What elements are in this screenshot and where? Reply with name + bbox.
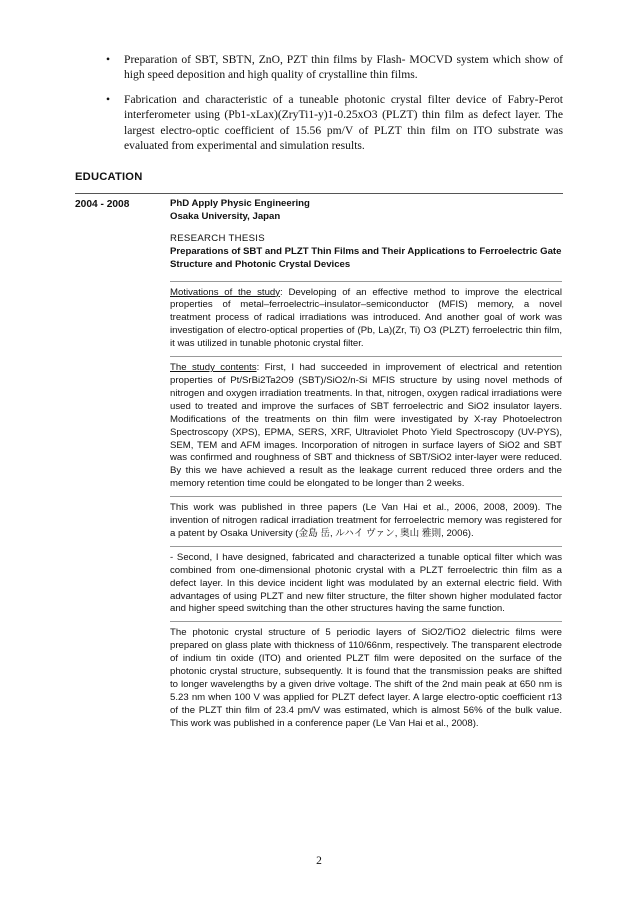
thesis-title: Preparations of SBT and PLZT Thin Films and Their Applications to Ferroelectric Gate Structure and Photonic Crystal Devices xyxy=(170,245,562,270)
bullet-text: Fabrication and characteristic of a tuneable photonic crystal filter device of Fabry-Perot interferometer using (Pb1-xLax)(ZryTi1-y)1-0.25xO3 (PLZT) thin film as defect layer. The largest electro-optic coefficient of 15.56 pm/V of PLZT thin film on ITO substrate was evaluated from experimental and simulation results. xyxy=(124,92,563,153)
degree: PhD Apply Physic Engineering xyxy=(170,198,310,209)
bullet-text: Preparation of SBT, SBTN, ZnO, PZT thin films by Flash- MOCVD system which show of high speed deposition and high quality of crystalline thin films. xyxy=(124,53,563,82)
bullet-icon: • xyxy=(106,92,111,106)
divider xyxy=(170,621,562,622)
divider xyxy=(170,356,562,357)
second-paragraph: - Second, I have designed, fabricated and characterized a tunable optical filter which was combined from one-dimensional photonic crystal with a PLZT ferroelectric thin film as a defect layer. In this device incident light was modulated by an external electric field. With advantages of using PLZT and new filter structure, the filter shown higher modulated factor and higher speed switching than the other structures having the same function. xyxy=(170,551,562,615)
published-paragraph: This work was published in three papers (Le Van Hai et al., 2006, 2008, 2009). The invention of nitrogen radical irradiation treatment for ferroelectric memory was registered for a patent by Osaka University (金島 岳, ルハイ ヴァン, 奥山 雅則, 2006). xyxy=(170,502,562,539)
divider xyxy=(170,496,562,497)
divider xyxy=(170,281,562,282)
education-heading: EDUCATION xyxy=(75,171,143,183)
contents-paragraph xyxy=(170,362,562,491)
section-divider xyxy=(75,193,563,194)
motivation-label: Motivations of the study xyxy=(170,286,281,298)
motivation-text: : Developing of an effective method to improve the electrical properties of metal–ferroelectric–insulator–semiconductor (MFIS) memory, a novel treatment process of radical irradiations was introduced. And another goal of work was investigation of electro-optical properties of (Pb, La)(Zr, Ti) O3 (PLZT) ferroelectric thin film, it was utilized in tunable photonic crystal filter. xyxy=(170,286,562,350)
list-item xyxy=(96,52,563,83)
list-item xyxy=(96,92,563,154)
contents-text: : First, I had succeeded in improvement of electrical and retention properties of Pt/SrBi2Ta2O9 (SBT)/SiO2/n-Si MFIS structure by using novel methods of nitrogen and oxygen irradiation treatments. In that, nitrogen, oxygen radical irradiations were used to treated and improve the surfaces of SBT ferroelectric and SiO2 insulator layers. Modifications of the treatments on thin film were investigated by X-ray Photoelectron Spectroscopy (XPS), EPMA, SERS, XRF, Ultraviolet Photo Yield Spectroscopy (UV-PYS), SEM, TEM and AFM images. Incorporation of nitrogen in surface layers of SiO2 and SBT was confirmed and roughness of SBT and thickness of SBT/SiO2 inter-layer were reduced. By this we have achieved a result as the leakage current reduced three orders and the memory retention time could be elongated to be longer than 2 weeks. xyxy=(170,362,562,490)
education-years: 2004 - 2008 xyxy=(75,199,130,210)
university: Osaka University, Japan xyxy=(170,210,281,222)
achievement-list xyxy=(96,52,563,162)
thesis-label: RESEARCH THESIS xyxy=(170,232,265,244)
divider xyxy=(170,546,562,547)
bullet-icon: • xyxy=(106,53,111,66)
education-details xyxy=(170,198,562,736)
photonic-paragraph: The photonic crystal structure of 5 periodic layers of SiO2/TiO2 dielectric films were prepared on glass plate with thickness of 110/66nm, respectively. The transparent electrode of indium tin oxide (ITO) and oriented PLZT film were deposited on the surface of the photonic crystal structure, subsequently. It is found that the transmission peaks are shifted to longer wavelengths by a given drive voltage. The shift of the 2nd main peak at 650 nm is 5.23 nm when 100 V was applied for PLZT defect layer. A large electro-optic coefficient r13 of the PLZT thin film of 23.4 pm/V was estimated, which is almost 56% of the bulk value. This work was published in a conference paper (Le Van Hai et al., 2008). xyxy=(170,627,562,729)
contents-label: The study contents xyxy=(170,362,257,374)
motivation-paragraph xyxy=(170,287,562,352)
page-number: 2 xyxy=(316,855,322,867)
